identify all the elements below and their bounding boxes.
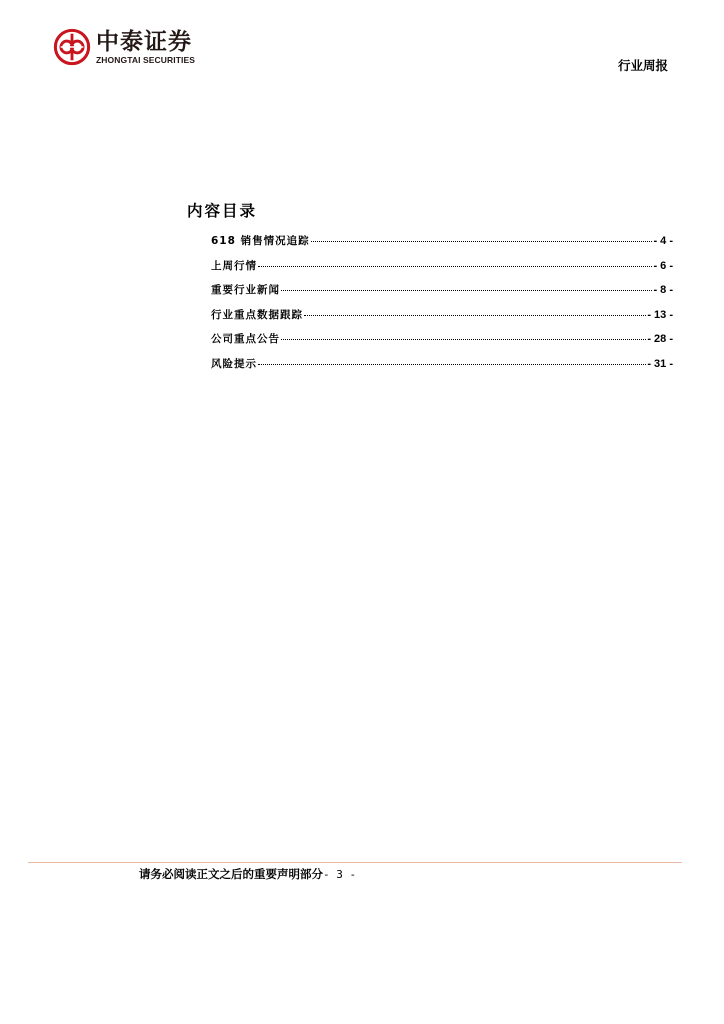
toc-leader-dots — [304, 315, 646, 316]
logo-name-en: ZHONGTAI SECURITIES — [96, 55, 196, 65]
toc-item-page: - 4 - — [653, 235, 673, 247]
toc-list — [187, 233, 673, 380]
toc-leader-dots — [281, 290, 652, 291]
footer-disclaimer: 请务必阅读正文之后的重要声明部分 — [139, 867, 323, 881]
logo-name-cn: 中泰证券 — [96, 29, 192, 55]
toc-item[interactable] — [211, 282, 673, 307]
toc-leader-dots — [258, 266, 652, 267]
toc-item[interactable] — [211, 356, 673, 381]
toc-item-label: 公司重点公告 — [211, 333, 280, 345]
toc-item[interactable] — [211, 258, 673, 283]
footer-page-number: - 3 - — [323, 868, 357, 881]
toc-item-label: 重要行业新闻 — [211, 284, 280, 296]
footer-divider — [28, 862, 682, 863]
toc-item[interactable] — [211, 233, 673, 258]
toc-item-page: - 31 - — [647, 357, 673, 370]
toc-item-page: - 6 - — [653, 259, 673, 272]
toc-item-label: 618 销售情况追踪 — [211, 235, 310, 247]
report-type-label: 行业周报 — [617, 58, 668, 73]
toc-title: 内容目录 — [187, 201, 258, 220]
toc-leader-dots — [281, 339, 646, 340]
logo-wordmark — [96, 29, 195, 65]
toc-item-page: - 8 - — [653, 284, 673, 296]
toc-item-label: 行业重点数据跟踪 — [211, 308, 303, 321]
toc-item[interactable] — [211, 331, 673, 356]
toc-item-page: - 13 - — [647, 308, 673, 321]
table-of-contents — [187, 199, 673, 380]
page-header — [0, 0, 724, 90]
toc-leader-dots — [258, 364, 646, 365]
toc-item[interactable] — [211, 307, 673, 332]
toc-item-label: 上周行情 — [211, 259, 257, 272]
page-footer — [139, 866, 356, 882]
toc-item-label: 风险提示 — [211, 357, 257, 370]
toc-item-page: - 28 - — [647, 333, 673, 345]
toc-leader-dots — [311, 241, 653, 242]
zhongtai-logo-icon — [53, 28, 91, 66]
company-logo — [53, 28, 195, 66]
